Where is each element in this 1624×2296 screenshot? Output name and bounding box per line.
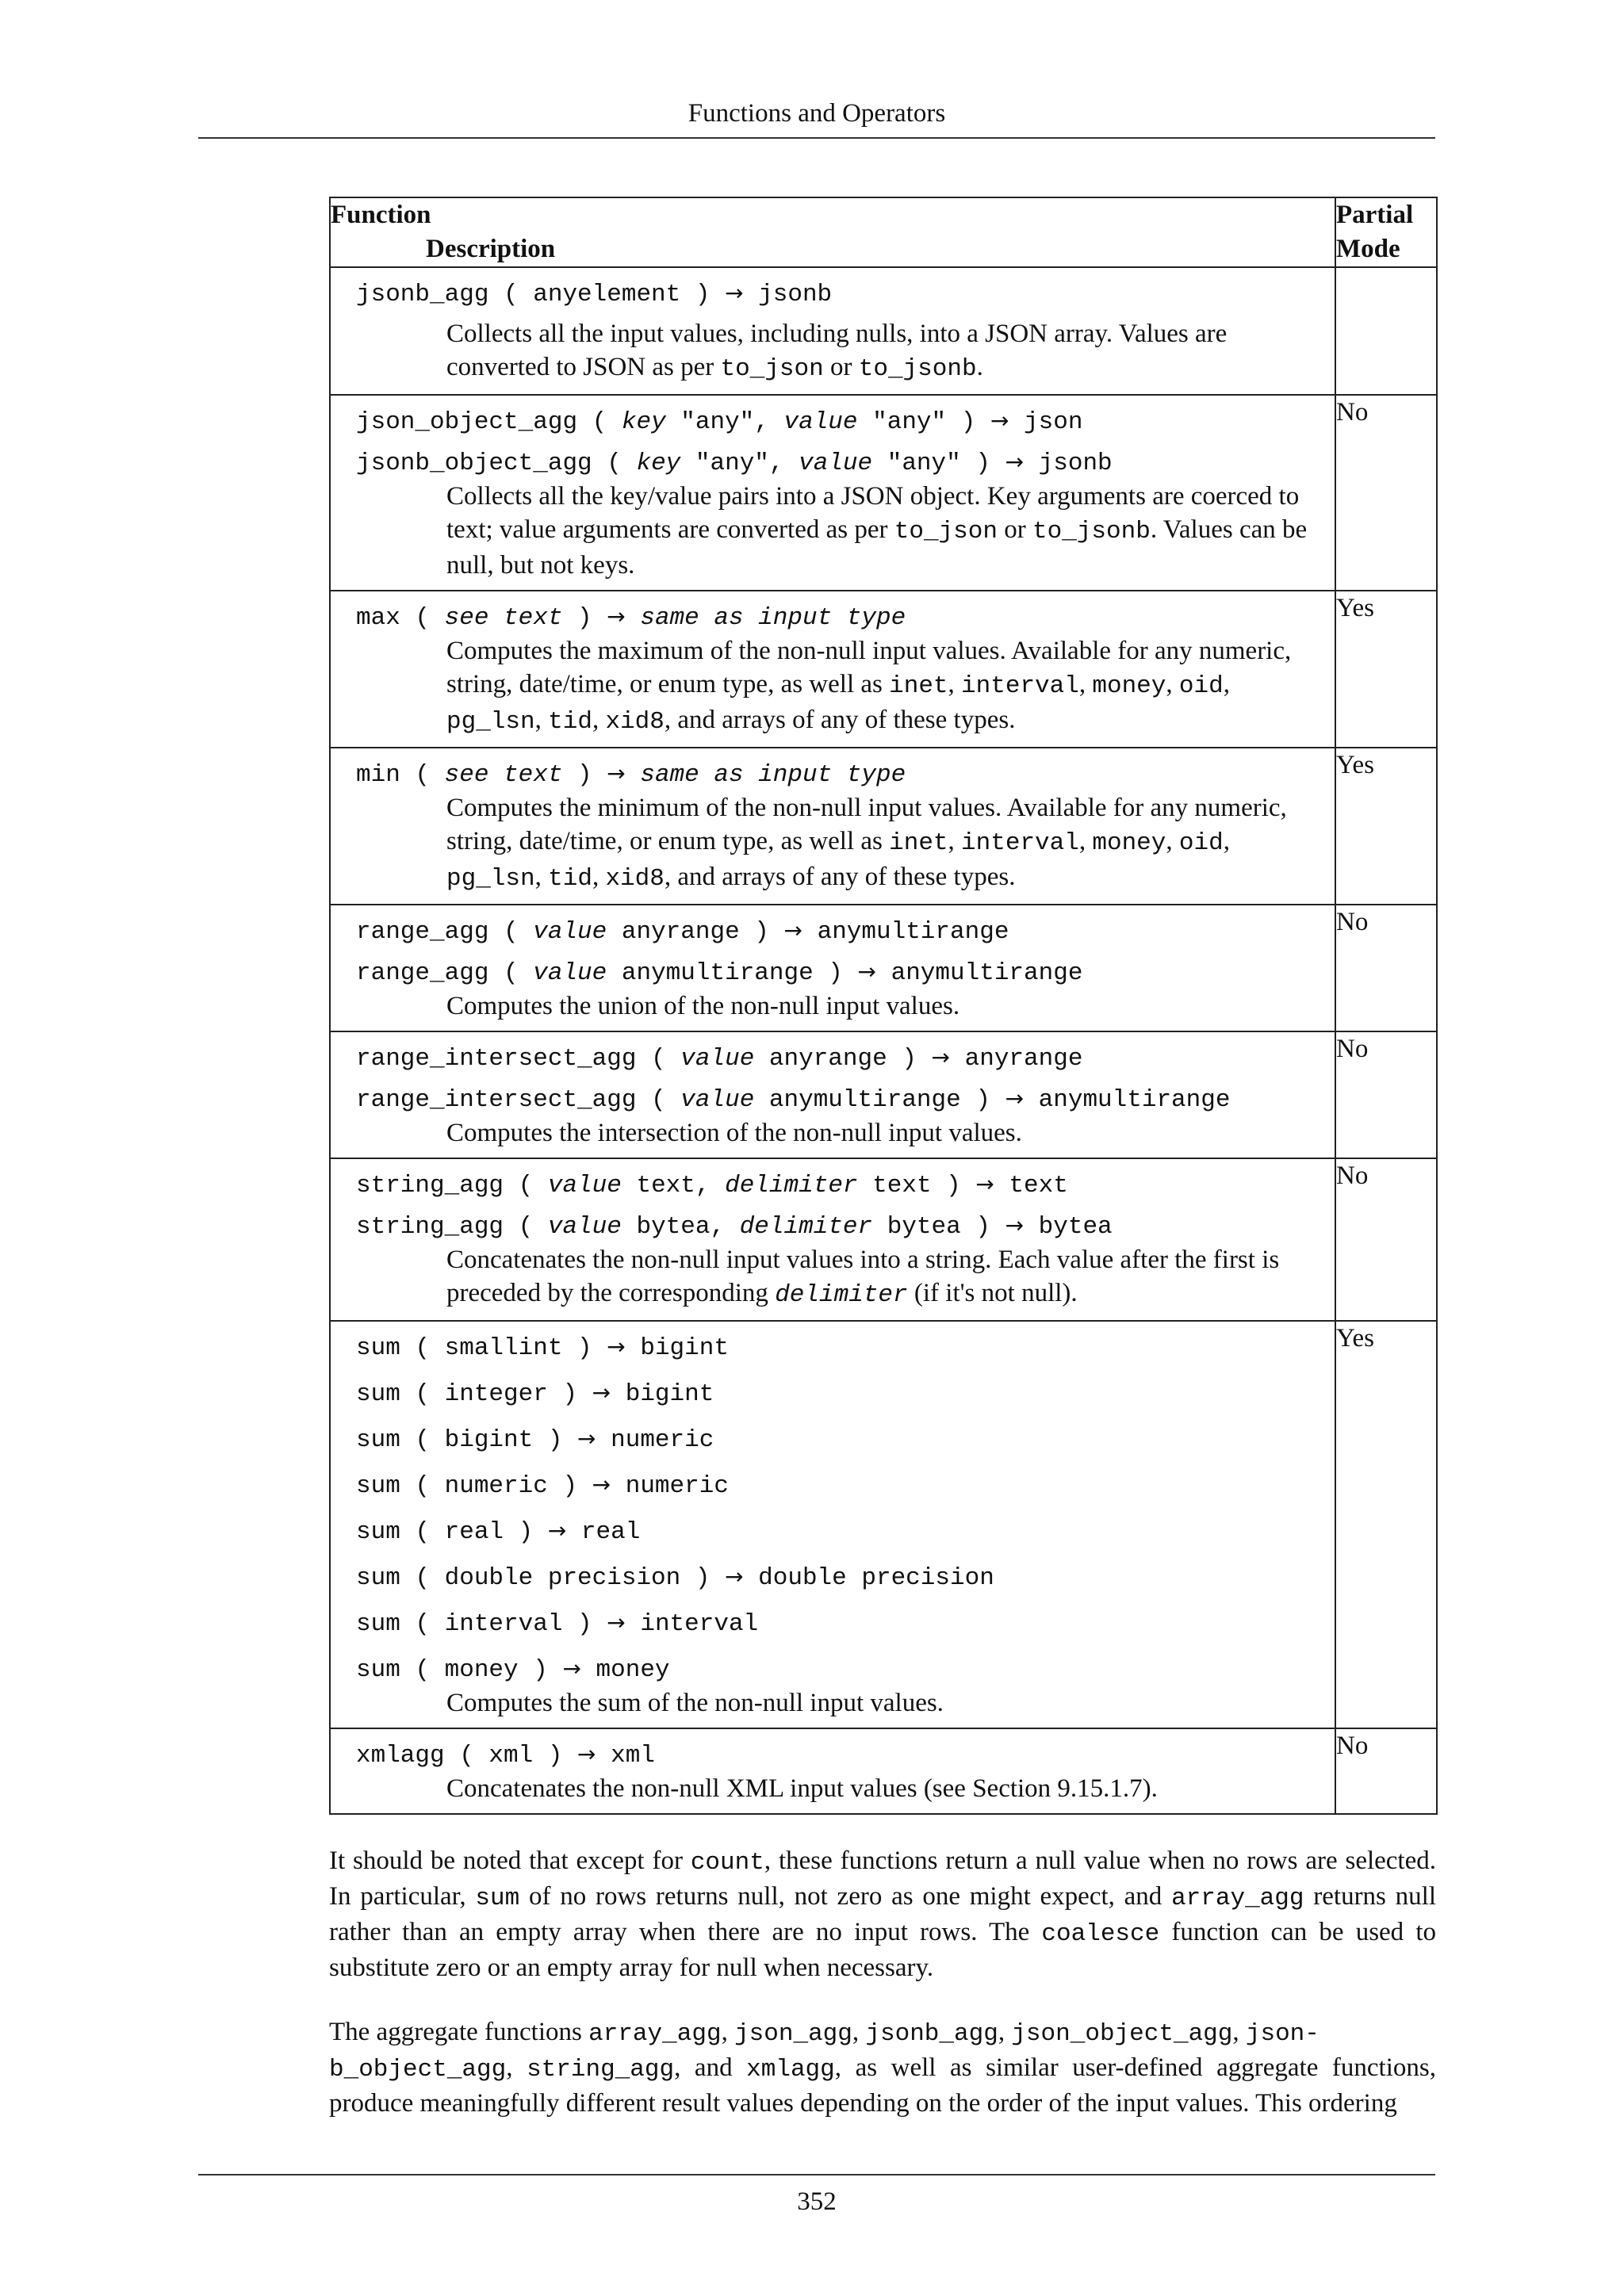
partial-mode-cell: Yes: [1335, 591, 1437, 748]
function-signature: sum ( money ) → money: [356, 1655, 670, 1684]
function-signature: sum ( double precision ) → double precision: [356, 1563, 994, 1592]
table-row: [330, 591, 1437, 748]
function-signature: sum ( integer ) → bigint: [356, 1380, 714, 1408]
function-signature: sum ( smallint ) → bigint: [356, 1334, 729, 1362]
footer-rule: [198, 2174, 1435, 2175]
aggregate-functions-table: [329, 197, 1438, 1815]
table-row: [330, 1031, 1437, 1158]
page-number: 352: [797, 2187, 837, 2216]
partial-mode-cell: No: [1335, 905, 1437, 1031]
function-cell: [330, 267, 1335, 395]
table-row: [330, 267, 1437, 395]
function-signature: sum ( numeric ) → numeric: [356, 1471, 729, 1500]
partial-mode-cell: No: [1335, 1158, 1437, 1321]
header-rule: [198, 137, 1435, 139]
function-signature: range_intersect_agg ( value anyrange ) → anyrange: [356, 1044, 1083, 1073]
partial-mode-cell: No: [1335, 395, 1437, 591]
function-cell: [330, 1158, 1335, 1321]
partial-mode-cell: No: [1335, 1728, 1437, 1814]
table-row: [330, 1158, 1437, 1321]
partial-mode-cell: No: [1335, 1031, 1437, 1158]
function-signature: jsonb_object_agg ( key "any", value "any" ) → jsonb: [356, 449, 1113, 477]
function-header-label: Function: [331, 201, 431, 229]
function-description: Computes the sum of the non-null input values.: [446, 1689, 944, 1717]
function-description: Concatenates the non-null XML input values (see Section 9.15.1.7).: [446, 1774, 1158, 1803]
function-signature: max ( see text ) → same as input type: [356, 603, 906, 632]
function-signature: jsonb_agg ( anyelement ) → jsonb: [356, 280, 833, 308]
table-row: [330, 748, 1437, 905]
function-cell: [330, 1321, 1335, 1728]
null-result-paragraph: It should be noted that except for count, these functions return a null value when no rows are selected. In particular, sum of no rows returns null, not zero as one might expect, and array_agg returns null rather than an empty array when there are no input rows. The coalesce function can be used to substitute zero or an empty array for null when necessary.: [329, 1846, 1437, 1982]
function-description: Collects all the key/value pairs into a JSON object. Key arguments are coerced to text; value arguments are converted as per to_json or to_jsonb. Values can be null, but not keys.: [446, 482, 1308, 580]
function-signature: range_intersect_agg ( value anymultirange ) → anymultirange: [356, 1085, 1231, 1114]
returns-arrow: →: [725, 280, 744, 306]
function-signature: xmlagg ( xml ) → xml: [356, 1741, 655, 1770]
function-signature: string_agg ( value text, delimiter text ) → text: [356, 1171, 1068, 1200]
function-description: Concatenates the non-null input values into a string. Each value after the first is preceded by the corresponding delimiter (if it's not null).: [446, 1246, 1280, 1309]
function-signature: range_agg ( value anymultirange ) → anymultirange: [356, 959, 1083, 987]
function-signature: min ( see text ) → same as input type: [356, 760, 906, 789]
function-signature: sum ( bigint ) → numeric: [356, 1425, 714, 1454]
function-cell: [330, 1031, 1335, 1158]
function-description: Collects all the input values, including nulls, into a JSON array. Values are converted to JSON as per to_json or to_jsonb.: [446, 320, 1228, 383]
function-description: Computes the union of the non-null input values.: [446, 992, 960, 1020]
table-row: [330, 1728, 1437, 1814]
partial-mode-cell: [1335, 267, 1437, 395]
function-signature: json_object_agg ( key "any", value "any" ) → json: [356, 408, 1083, 436]
partial-header-label: Partial: [1336, 201, 1414, 229]
table-row: [330, 905, 1437, 1031]
function-signature: sum ( real ) → real: [356, 1517, 641, 1546]
partial-mode-cell: Yes: [1335, 1321, 1437, 1728]
table-header-row: [330, 197, 1437, 267]
table-row: [330, 1321, 1437, 1728]
function-column-header: [330, 197, 1335, 267]
function-signature: string_agg ( value bytea, delimiter bytea ) → bytea: [356, 1212, 1113, 1241]
mode-header-label: Mode: [1336, 235, 1400, 263]
description-header-label: Description: [426, 235, 556, 263]
function-cell: [330, 591, 1335, 748]
partial-mode-cell: Yes: [1335, 748, 1437, 905]
function-signature: range_agg ( value anyrange ) → anymultirange: [356, 917, 1009, 946]
function-cell: [330, 748, 1335, 905]
function-description: Computes the maximum of the non-null input values. Available for any numeric, string, date/time, or enum type, as well as inet, interval, money, oid, pg_lsn, tid, xid8, and arrays of any of these types.: [446, 637, 1292, 736]
page-header: Functions and Operators: [688, 99, 946, 128]
ordering-paragraph: The aggregate functions array_agg, json_agg, jsonb_agg, json_object_agg, json- b_object_agg, string_agg, and xmlagg, as well as similar user-defined aggregate functions, produce meaningfully different result values depending on the order of the input values. This ordering: [329, 2018, 1436, 2118]
partial-mode-column-header: [1335, 197, 1437, 267]
function-signature: sum ( interval ) → interval: [356, 1609, 759, 1638]
function-description: Computes the intersection of the non-null input values.: [446, 1119, 1022, 1147]
function-cell: [330, 905, 1335, 1031]
function-description: Computes the minimum of the non-null input values. Available for any numeric, string, date/time, or enum type, as well as inet, interval, money, oid, pg_lsn, tid, xid8, and arrays of any of these types.: [446, 794, 1287, 893]
function-cell: [330, 395, 1335, 591]
table-row: [330, 395, 1437, 591]
function-cell: [330, 1728, 1335, 1814]
